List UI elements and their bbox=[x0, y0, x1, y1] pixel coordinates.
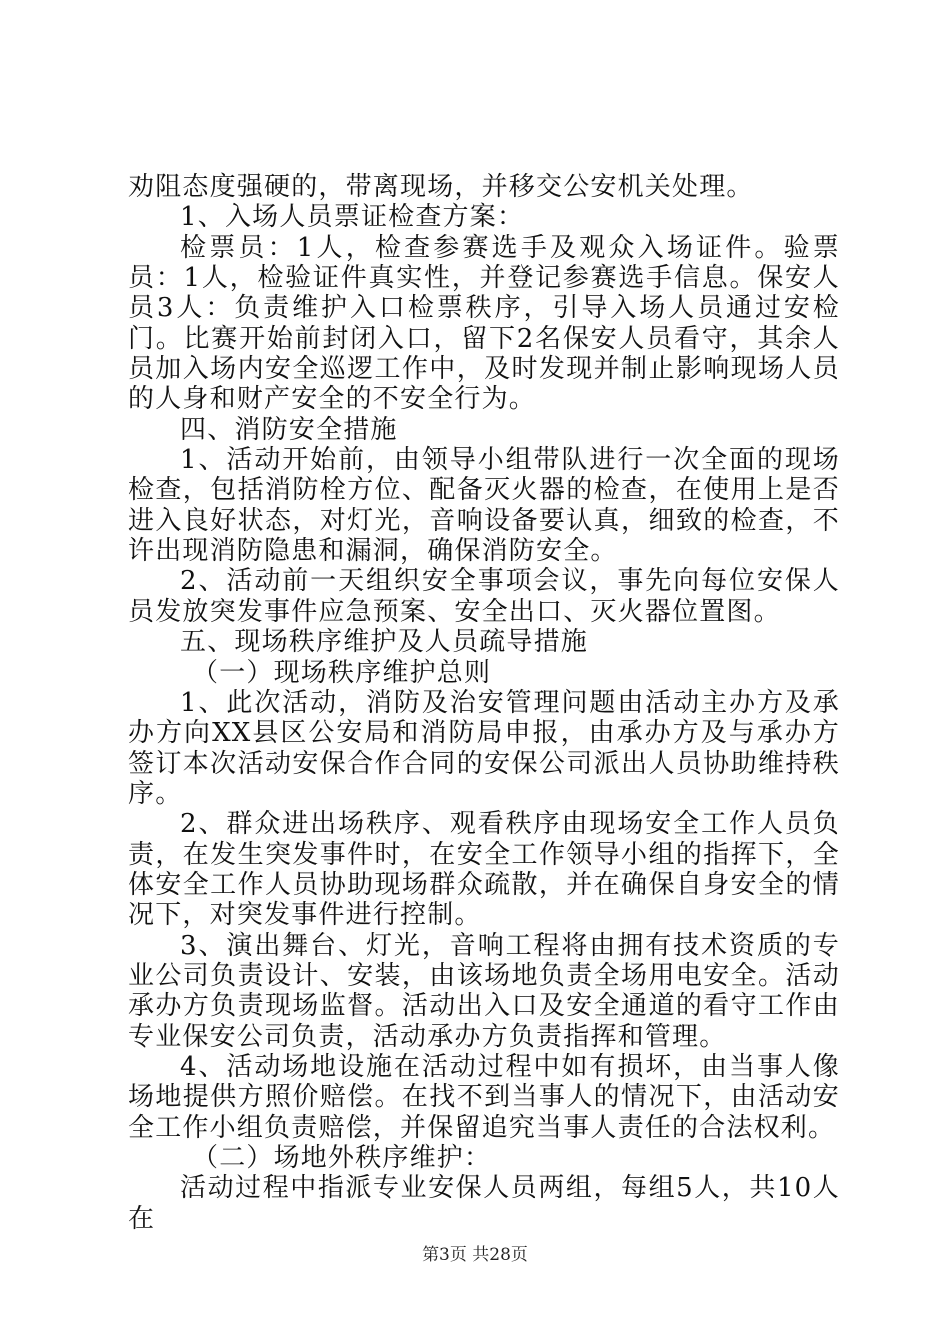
paragraph: （一）现场秩序维护总则 bbox=[192, 657, 492, 688]
paragraph: 1、此次活动，消防及治安管理问题由活动主办方及承办方向XX县区公安局和消防局申报，由承办方及与承办方签订本次活动安保合作合同的安保公司派出人员协助维持秩序。 bbox=[128, 687, 840, 809]
paragraph: 检票员：1人，检查参赛选手及观众入场证件。验票员：1人，检验证件真实性，并登记参赛选手信息。保安人员3人：负责维护入口检票秩序，引导入场人员通过安检门。比赛开始前封闭入口，留下2名保安人员看守，其余人员加入场内安全巡逻工作中，及时发现并制止影响现场人员的人身和财产安全的不安全行为。 bbox=[128, 232, 840, 415]
document-body bbox=[128, 172, 840, 1234]
paragraph: 1、活动开始前，由领导小组带队进行一次全面的现场检查，包括消防栓方位、配备灭火器的检查，在使用上是否进入良好状态，对灯光，音响设备要认真，细致的检查，不许出现消防隐患和漏洞，确保消防安全。 bbox=[128, 445, 840, 567]
paragraph: 2、活动前一天组织安全事项会议，事先向每位安保人员发放突发事件应急预案、安全出口、灭火器位置图。 bbox=[128, 566, 840, 627]
page-footer: 第3页 共28页 bbox=[422, 1245, 528, 1265]
paragraph: 1、入场人员票证检查方案： bbox=[180, 202, 525, 233]
paragraph: 3、演出舞台、灯光，音响工程将由拥有技术资质的专业公司负责设计、安装，由该场地负责全场用电安全。活动承办方负责现场监督。活动出入口及安全通道的看守工作由专业保安公司负责，活动承办方负责指挥和管理。 bbox=[128, 930, 840, 1052]
paragraph: 2、群众进出场秩序、观看秩序由现场安全工作人员负责，在发生突发事件时，在安全工作领导小组的指挥下，全体安全工作人员协助现场群众疏散，并在确保自身安全的情况下，对突发事件进行控制。 bbox=[128, 809, 840, 931]
paragraph: 活动过程中指派专业安保人员两组，每组5人，共10人在 bbox=[128, 1173, 840, 1234]
paragraph: 劝阻态度强硬的，带离现场，并移交公安机关处理。 bbox=[128, 172, 754, 202]
paragraph: 四、消防安全措施 bbox=[180, 414, 398, 445]
paragraph: 4、活动场地设施在活动过程中如有损坏，由当事人像场地提供方照价赔偿。在找不到当事人的情况下，由活动安全工作小组负责赔偿，并保留追究当事人责任的合法权利。 bbox=[128, 1051, 840, 1143]
paragraph: （二）场地外秩序维护： bbox=[192, 1143, 492, 1173]
paragraph: 五、现场秩序维护及人员疏导措施 bbox=[180, 627, 589, 658]
